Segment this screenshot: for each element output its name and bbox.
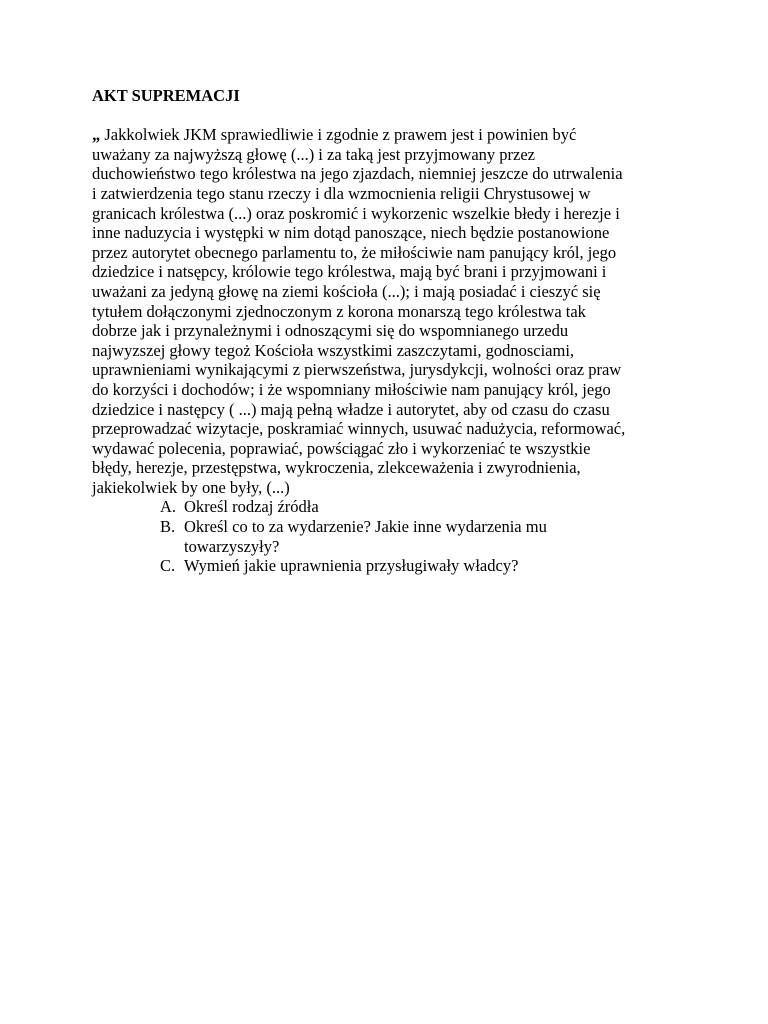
quote-line: dziedzice i następcy ( ...) mają pełną władze i autorytet, aby od czasu do czasu bbox=[92, 399, 610, 419]
question-text: Określ rodzaj źródła bbox=[184, 497, 319, 517]
quote-line: najwyzszej głowy tegoż Kościoła wszystkimi zaszczytami, godnosciami, bbox=[92, 340, 575, 360]
quote-line: i zatwierdzenia tego stanu rzeczy i dla wzmocnienia religii Chrystusowej w bbox=[92, 183, 591, 203]
opening-quote-mark: „ bbox=[92, 125, 101, 145]
quote-line: do korzyści i dochodów; i że wspomniany miłościwie nam panujący król, jego bbox=[92, 379, 611, 399]
quote-line: uważany za najwyższą głowę (...) i za taką jest przyjmowany przez bbox=[92, 144, 536, 164]
quote-line: uważani za jedyną głowę na ziemi kościoła (...); i mają posiadać i cieszyć się bbox=[92, 281, 601, 301]
question-item-b bbox=[92, 517, 682, 556]
quote-line: duchowieństwo tego królestwa na jego zjazdach, niemniej jeszcze do utrwalenia bbox=[92, 164, 623, 184]
questions-list bbox=[92, 497, 682, 575]
question-letter: A. bbox=[160, 497, 177, 517]
question-text-continued: towarzyszyły? bbox=[184, 536, 280, 556]
quote-line: tytułem dołączonymi zjednoczonym z korona monarszą tego królestwa tak bbox=[92, 301, 586, 321]
quote-line: inne naduzycia i występki w nim dotąd panoszące, niech będzie postanowione bbox=[92, 223, 610, 243]
quote-line: dobrze jak i przynależnymi i odnoszącymi się do wspomnianego urzedu bbox=[92, 321, 569, 341]
question-letter: B. bbox=[160, 517, 176, 537]
quote-line: uprawnieniami wynikającymi z pierwszeństwa, jurysdykcji, wolności oraz praw bbox=[92, 360, 622, 380]
document-page bbox=[92, 86, 682, 576]
blank-line bbox=[92, 106, 682, 126]
question-item-a bbox=[92, 497, 682, 517]
question-item-c bbox=[92, 556, 682, 576]
question-text: Wymień jakie uprawnienia przysługiwały władcy? bbox=[184, 556, 519, 576]
quote-line: błędy, herezje, przestępstwa, wykroczenia, zlekceważenia i zwyrodnienia, bbox=[92, 458, 581, 478]
quote-line: granicach królestwa (...) oraz poskromić i wykorzenic wszelkie błedy i herezje i bbox=[92, 203, 620, 223]
quote-body bbox=[92, 125, 682, 497]
quote-line-first-text: Jakkolwiek JKM sprawiedliwie i zgodnie z prawem jest i powinien być bbox=[100, 125, 577, 145]
quote-line: wydawać polecenia, poprawiać, powściągać zło i wykorzeniać te wszystkie bbox=[92, 438, 591, 458]
quote-line: przez autorytet obecnego parlamentu to, że miłościwie nam panujący król, jego bbox=[92, 242, 617, 262]
quote-line: jakiekolwiek by one były, (...) bbox=[92, 477, 290, 497]
question-text: Określ co to za wydarzenie? Jakie inne wydarzenia mu bbox=[184, 517, 547, 537]
quote-line: przeprowadzać wizytacje, poskramiać winnych, usuwać nadużycia, reformować, bbox=[92, 419, 626, 439]
quote-line: dziedzice i natsępcy, królowie tego królestwa, mają być brani i przyjmowani i bbox=[92, 262, 607, 282]
quote-line-first bbox=[92, 125, 682, 145]
document-title: AKT SUPREMACJI bbox=[92, 86, 240, 105]
question-letter: C. bbox=[160, 556, 176, 576]
